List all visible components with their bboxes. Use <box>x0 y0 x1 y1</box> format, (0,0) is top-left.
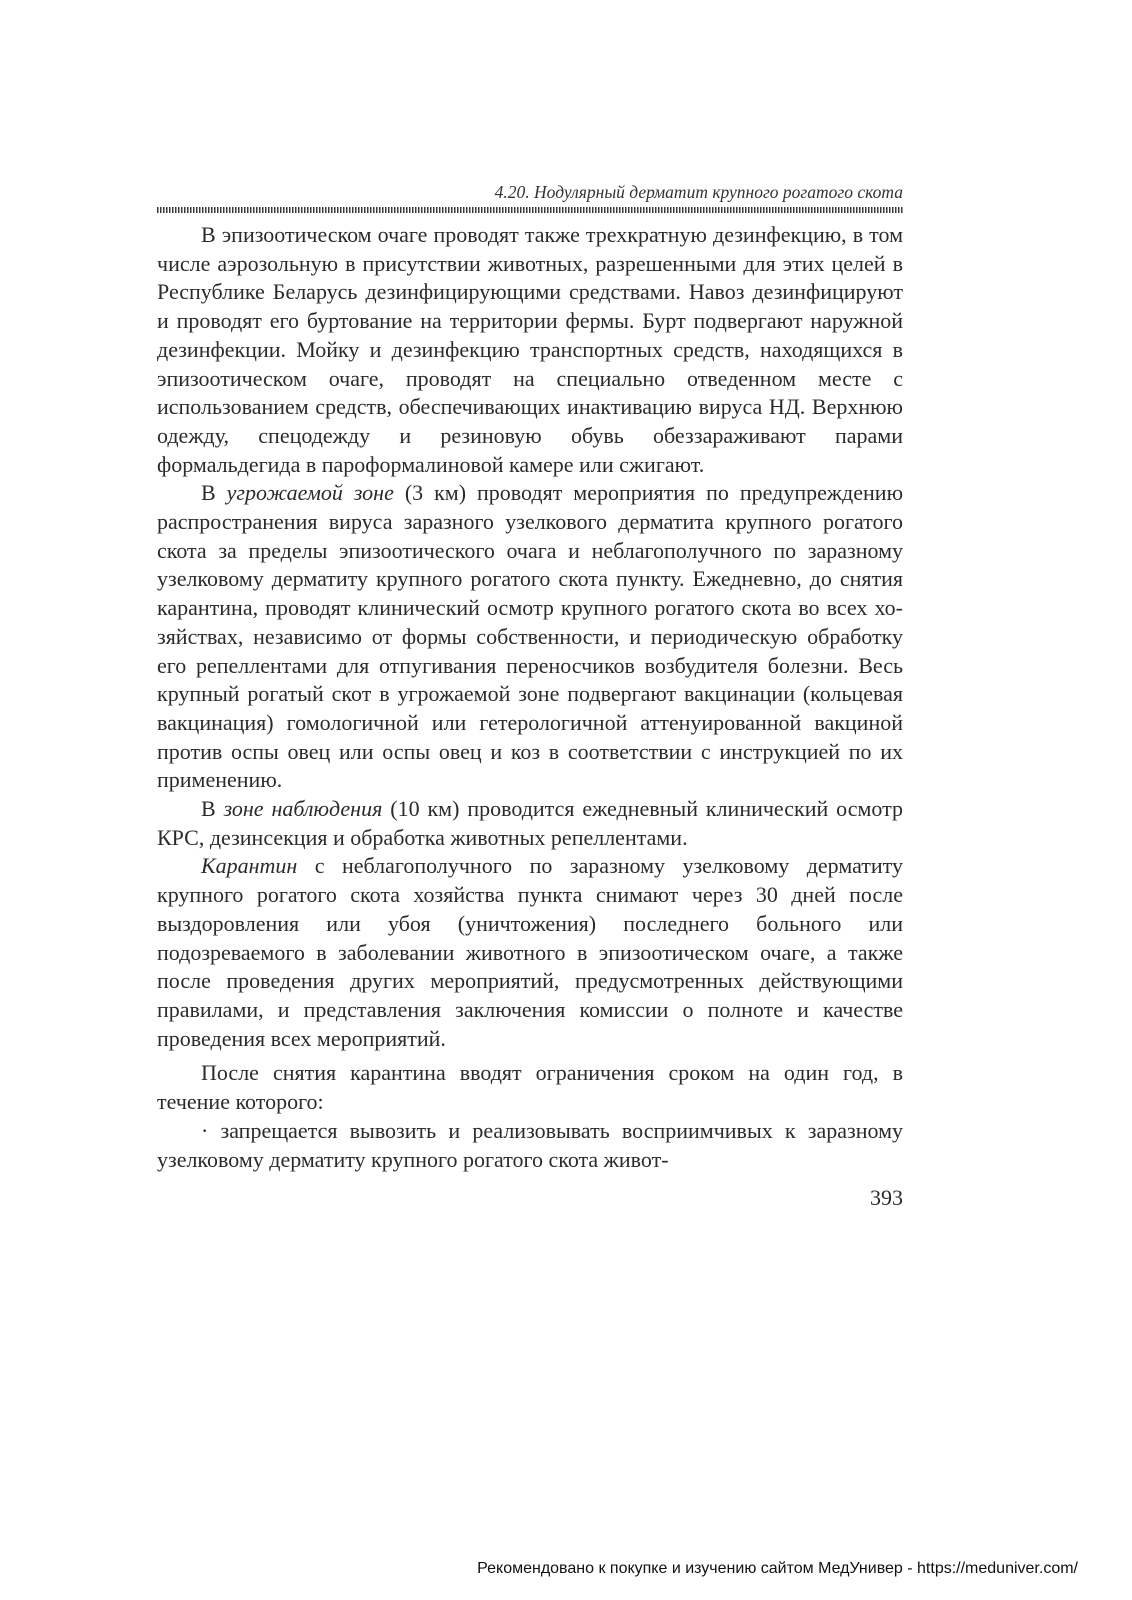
footer-recommendation: Рекомендовано к покупке и изучению сайтом МедУнивер - https://meduniver.com/ <box>477 1560 1078 1577</box>
page-number: 393 <box>870 1185 903 1211</box>
paragraph-restrictions: После снятия карантина вводят ограничения сроком на один год, в течение которого: <box>157 1060 903 1115</box>
paragraph-disinfection: В эпизоотическом очаге проводят также трехкратную дезинфекцию, в том числе аэрозольную в присутствии животных, разрешенными для этих целей в Республике Беларусь дезинфицирующими средствами. Навоз дезинфицируют и проводят его буртование на территории фермы. Бурт подвергают наружной дезинфекции. Мойку и дезинфекцию транспортных средств, находящихся в эпизоотическом очаге, проводят на специально отведенном месте с использованием средств, обеспечивающих инактивацию вируса НД. Верхнюю одежду, спецодежду и резиновую обувь обеззараживают парами формальдегида в пароформалиновой камере или сжигают. <box>157 222 903 477</box>
paragraph-lead: В <box>201 480 227 506</box>
term-observation-zone: зоне наблюдения <box>223 796 383 822</box>
paragraph-body: (10 км) проводится ежедневный клинический осмотр КРС, дезинсекция и обработка животных репеллентами. <box>157 796 903 850</box>
header-rule <box>157 207 903 213</box>
term-threatened-zone: угрожаемой зоне <box>226 480 394 506</box>
book-page <box>157 180 903 1212</box>
paragraph-lead: В <box>201 796 224 822</box>
running-header: 4.20. Нодулярный дерматит крупного рогатого скота <box>494 182 903 202</box>
paragraph-threatened-zone <box>157 479 903 795</box>
paragraph-body: с неблагополучного по заразному узелковому дерматиту крупного рогатого скота хозяйства пункта снимают через 30 дней после выздоровления или убоя (уничтожения) последнего больного или подозреваемого в заболевании животного в эпизоотическом очаге, а также после проведения других мероприятий, предусмотренных действующими правилами, и представления заключения комиссии о полноте и качестве проведения всех мероприятий. <box>157 853 903 1051</box>
paragraph-body: (3 км) проводят мероприятия по предупреждению распространения вируса заразного узелкового дерматита крупного рогатого скота за пределы эпизоотического очага и неблагополучного по заразному узелковому дерматиту крупного рогатого скота пункту. Ежедневно, до снятия карантина, проводят клинический осмотр крупного рогатого скота во всех хозяйствах, независимо от формы собственности, и периодическую обработку его репеллентами для отпугивания переносчиков возбудителя болезни. Весь крупный рогатый скот в угрожаемой зоне подвергают вакцинации (кольцевая вакцинация) гомологичной или гетерологичной аттенуированной вакциной против оспы овец или оспы овец и коз в соответствии с инструкцией по их применению. <box>157 480 903 793</box>
term-quarantine: Карантин <box>201 853 298 879</box>
list-item-restriction: · запрещается вывозить и реализовывать восприимчивых к заразному узелковому дерматиту крупного рогатого скота живот- <box>157 1117 903 1172</box>
paragraph-quarantine <box>157 852 903 1053</box>
paragraph-observation-zone <box>157 795 903 852</box>
